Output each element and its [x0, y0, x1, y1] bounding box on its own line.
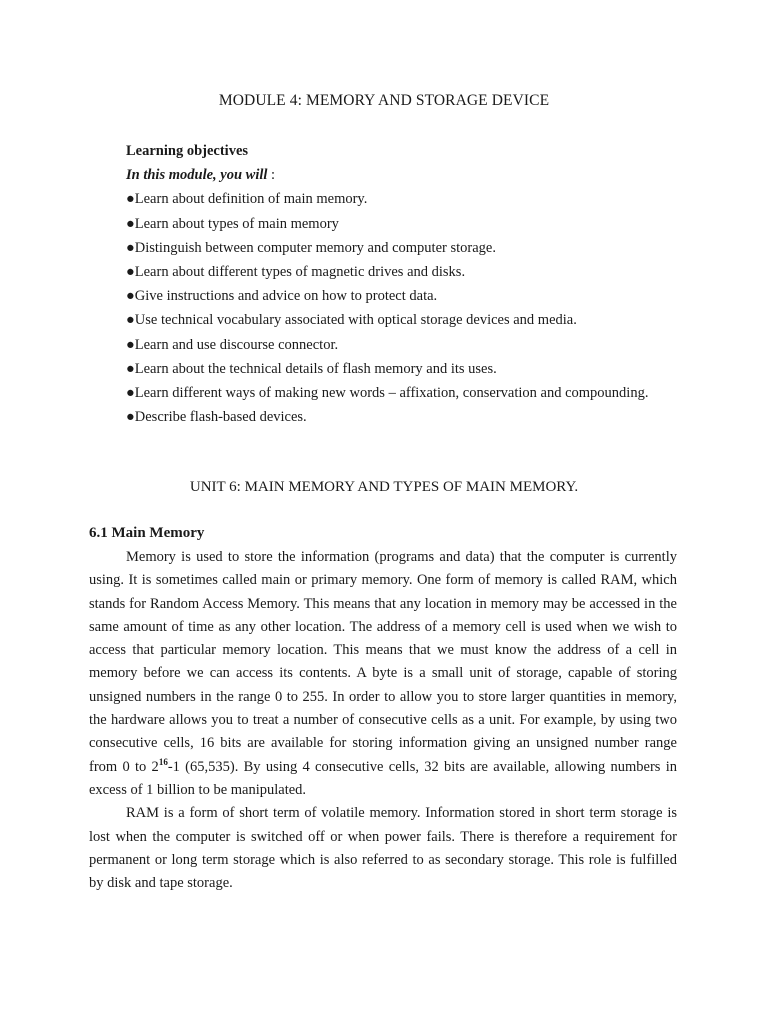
objective-item [89, 405, 679, 429]
bullet-icon: ● [126, 312, 135, 329]
section-heading: 6.1 Main Memory [89, 525, 205, 541]
objective-text: Learn and use discourse connector. [134, 336, 339, 353]
paragraph [89, 546, 677, 802]
objective-text: Learn different ways of making new words – affixation, conservation and compounding. [134, 385, 649, 402]
objectives-list [89, 187, 679, 429]
objective-item [89, 381, 679, 405]
superscript-exponent: 16 [158, 756, 168, 767]
bullet-icon: ● [126, 385, 135, 402]
bullet-icon: ● [126, 336, 135, 353]
bullet-icon: ● [126, 215, 135, 232]
paragraph-text: -1 (65,535). By using 4 consecutive cells, 32 bits are available, allowing numbers in excess of 1 billion to be manipulated. [89, 758, 677, 798]
bullet-icon: ● [126, 360, 135, 377]
objectives-intro [89, 163, 679, 187]
objective-item [89, 357, 679, 381]
section-body [89, 546, 677, 895]
objective-text: Learn about the technical details of flash memory and its uses. [134, 360, 497, 377]
objective-text: Use technical vocabulary associated with optical storage devices and media. [134, 312, 577, 329]
objective-text: Learn about definition of main memory. [134, 191, 368, 208]
objective-item [89, 333, 679, 357]
objective-item [89, 284, 679, 308]
learning-objectives [89, 139, 679, 429]
objectives-heading: Learning objectives [126, 143, 249, 159]
objective-item [89, 308, 679, 332]
bullet-icon: ● [126, 239, 135, 256]
objective-text: Describe flash-based devices. [134, 409, 307, 426]
objective-item [89, 187, 679, 211]
module-title: MODULE 4: MEMORY AND STORAGE DEVICE [218, 92, 550, 109]
bullet-icon: ● [126, 409, 135, 426]
objective-text: Give instructions and advice on how to protect data. [134, 288, 438, 305]
bullet-icon: ● [126, 288, 135, 305]
paragraph: RAM is a form of short term of volatile memory. Information stored in short term storage is lost when the computer is switched off or when power fails. There is therefore a requirement for permanent or long term storage which is also referred to as secondary storage. This role is fulfilled by disk and tape storage. [89, 805, 677, 892]
objective-text: Learn about different types of magnetic drives and disks. [134, 264, 466, 281]
objective-item [89, 212, 679, 236]
unit-title: UNIT 6: MAIN MEMORY AND TYPES OF MAIN MEMORY. [189, 479, 579, 495]
bullet-icon: ● [126, 191, 135, 208]
objective-item [89, 260, 679, 284]
objective-item [89, 236, 679, 260]
bullet-icon: ● [126, 264, 135, 281]
objective-text: Learn about types of main memory [134, 215, 339, 232]
paragraph-text: Memory is used to store the information (programs and data) that the computer is currently using. It is sometimes called main or primary memory. One form of memory is called RAM, which stands for Random Access Memory. This means that any location in memory may be accessed in the same amount of time as any other location. The address of a memory cell is used when we wish to access that particular memory location. This means that we must know the address of a cell in memory before we can access its contents. A byte is a small unit of storage, capable of storing unsigned numbers in the range 0 to 255. In order to allow you to store larger quantities in memory, the hardware allows you to treat a number of consecutive cells as a unit. For example, by using two consecutive cells, 16 bits are available for storing information giving an unsigned number range from 0 to 2 [89, 549, 677, 775]
objectives-intro-colon: : [267, 167, 276, 184]
objectives-intro-text: In this module, you will [126, 167, 268, 184]
objective-text: Distinguish between computer memory and computer storage. [134, 239, 496, 256]
